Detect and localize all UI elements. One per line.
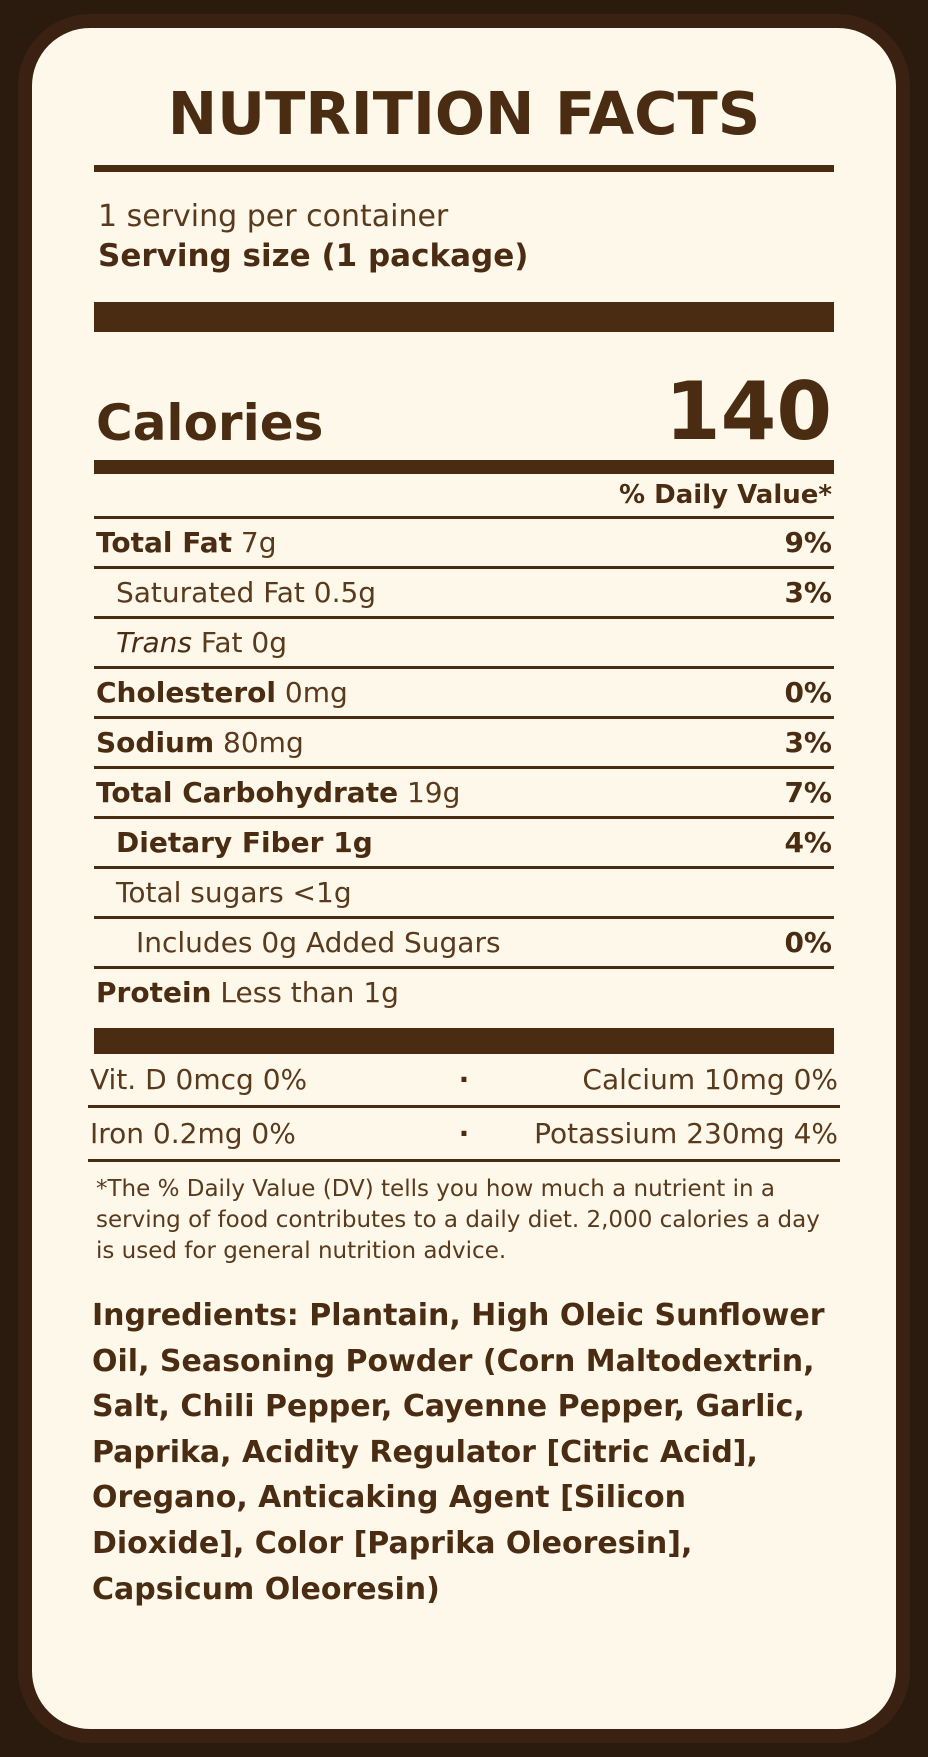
nutrient-daily-value: 7% xyxy=(784,775,832,809)
nutrient-name: Total sugars <1g xyxy=(116,875,352,909)
medium-divider xyxy=(94,460,834,474)
serving-size: Serving size (1 package) xyxy=(98,237,529,274)
nutrient-row xyxy=(94,716,834,766)
vitamin-rows xyxy=(88,1054,840,1162)
nutrient-name: Includes 0g Added Sugars xyxy=(136,925,501,959)
nutrient-name: Trans Fat 0g xyxy=(116,625,287,659)
nutrient-name: Dietary Fiber 1g xyxy=(116,825,373,859)
nutrient-row xyxy=(94,616,834,666)
page-title: NUTRITION FACTS xyxy=(167,79,761,148)
calories-label: Calories xyxy=(96,393,324,452)
nutrient-row xyxy=(94,566,834,616)
thick-divider-top xyxy=(94,302,834,332)
nutrition-label-panel xyxy=(18,14,910,1743)
nutrient-name: Sodium 80mg xyxy=(96,725,304,759)
nutrient-name: Protein Less than 1g xyxy=(96,975,399,1009)
nutrient-row xyxy=(94,816,834,866)
vitamin-row xyxy=(88,1108,840,1162)
nutrient-daily-value: 3% xyxy=(784,575,832,609)
nutrient-row xyxy=(94,966,834,1016)
nutrient-row xyxy=(94,516,834,566)
vitamin-right: Calcium 10mg 0% xyxy=(582,1062,838,1096)
vitamin-left: Vit. D 0mcg 0% xyxy=(90,1062,308,1096)
vitamin-row xyxy=(88,1054,840,1108)
nutrient-name: Saturated Fat 0.5g xyxy=(116,575,377,609)
nutrient-name: Cholesterol 0mg xyxy=(96,675,348,709)
calories-row xyxy=(96,358,832,458)
title-rule xyxy=(94,165,834,172)
nutrient-name: Total Carbohydrate 19g xyxy=(96,775,461,809)
nutrient-daily-value: 0% xyxy=(784,675,832,709)
nutrient-row xyxy=(94,766,834,816)
nutrient-daily-value: 4% xyxy=(784,825,832,859)
daily-value-footnote: *The % Daily Value (DV) tells you how much a nutrient in a serving of food contributes to a daily diet. 2,000 calories a day is used for general nutrition advice. xyxy=(96,1175,820,1264)
thick-divider-bottom xyxy=(94,1028,834,1054)
vitamin-separator-dot: · xyxy=(458,1062,470,1096)
nutrient-name: Total Fat 7g xyxy=(96,525,277,559)
nutrient-row xyxy=(94,866,834,916)
nutrient-row xyxy=(94,916,834,966)
vitamin-left: Iron 0.2mg 0% xyxy=(90,1116,296,1150)
servings-per-container: 1 serving per container xyxy=(98,199,449,234)
calories-value: 140 xyxy=(665,364,832,458)
vitamin-separator-dot: · xyxy=(458,1116,470,1150)
ingredients-text: Ingredients: Plantain, High Oleic Sunflower Oil, Seasoning Powder (Corn Maltodextrin, Salt, Chili Pepper, Cayenne Pepper, Garlic, Paprika, Acidity Regulator [Citric Acid], Oregano, Anticaking Agent [Silicon Dioxide], Color [Paprika Oleoresin], Capsicum Oleoresin) xyxy=(92,1297,825,1607)
nutrient-rows xyxy=(94,516,834,1016)
nutrient-daily-value: 9% xyxy=(784,525,832,559)
daily-value-header: % Daily Value* xyxy=(619,479,832,510)
nutrient-daily-value: 0% xyxy=(784,925,832,959)
vitamin-right: Potassium 230mg 4% xyxy=(534,1116,838,1150)
serving-block xyxy=(98,198,840,276)
nutrition-label-content xyxy=(32,28,896,1729)
nutrient-row xyxy=(94,666,834,716)
nutrient-daily-value: 3% xyxy=(784,725,832,759)
